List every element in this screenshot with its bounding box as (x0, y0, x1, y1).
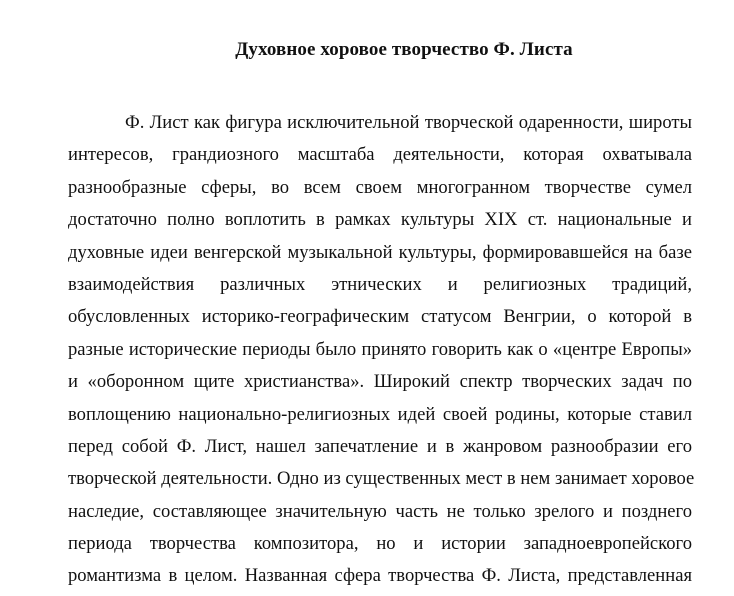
paragraph-line: творческой деятельности. Одно из существенных мест в нем занимает хоровое (68, 468, 695, 490)
paragraph-line: Ф. Лист как фигура исключительной творческой одаренности, широты (125, 112, 692, 133)
paragraph-line: взаимодействия различных этнических и религиозных традиций, (68, 273, 692, 295)
paragraph-line: и «оборонном щите христианства». Широкий спектр творческих задач по (68, 371, 692, 393)
paragraph-line: интересов, грандиозного масштаба деятельности, которая охватывала (68, 144, 692, 166)
paragraph-line: воплощению национально-религиозных идей своей родины, которые ставил (68, 403, 692, 425)
paragraph-line: разные исторические периоды было принято говорить как о «центре Европы» (68, 338, 692, 360)
paragraph-line: романтизма в целом. Названная сфера творчества Ф. Листа, представленная (68, 565, 692, 587)
paragraph-line: достаточно полно воплотить в рамках культуры XIX ст. национальные и (68, 209, 692, 231)
paragraph-line: разнообразные сферы, во всем своем многогранном творчестве сумел (68, 176, 692, 198)
body-paragraph (68, 110, 695, 596)
paragraph-line: наследие, составляющее значительную часть не только зрелого и позднего (68, 500, 692, 522)
paragraph-line: перед собой Ф. Лист, нашел запечатление и в жанровом разнообразии его (68, 435, 692, 457)
paragraph-line: периода творчества композитора, но и истории западноевропейского (68, 533, 692, 555)
paragraph-line: духовные идеи венгерской музыкальной культуры, формировавшейся на базе (68, 241, 692, 263)
document-title: Духовное хоровое творчество Ф. Листа (235, 39, 573, 60)
paragraph-line: обусловленных историко-географическим статусом Венгрии, о которой в (68, 306, 692, 328)
